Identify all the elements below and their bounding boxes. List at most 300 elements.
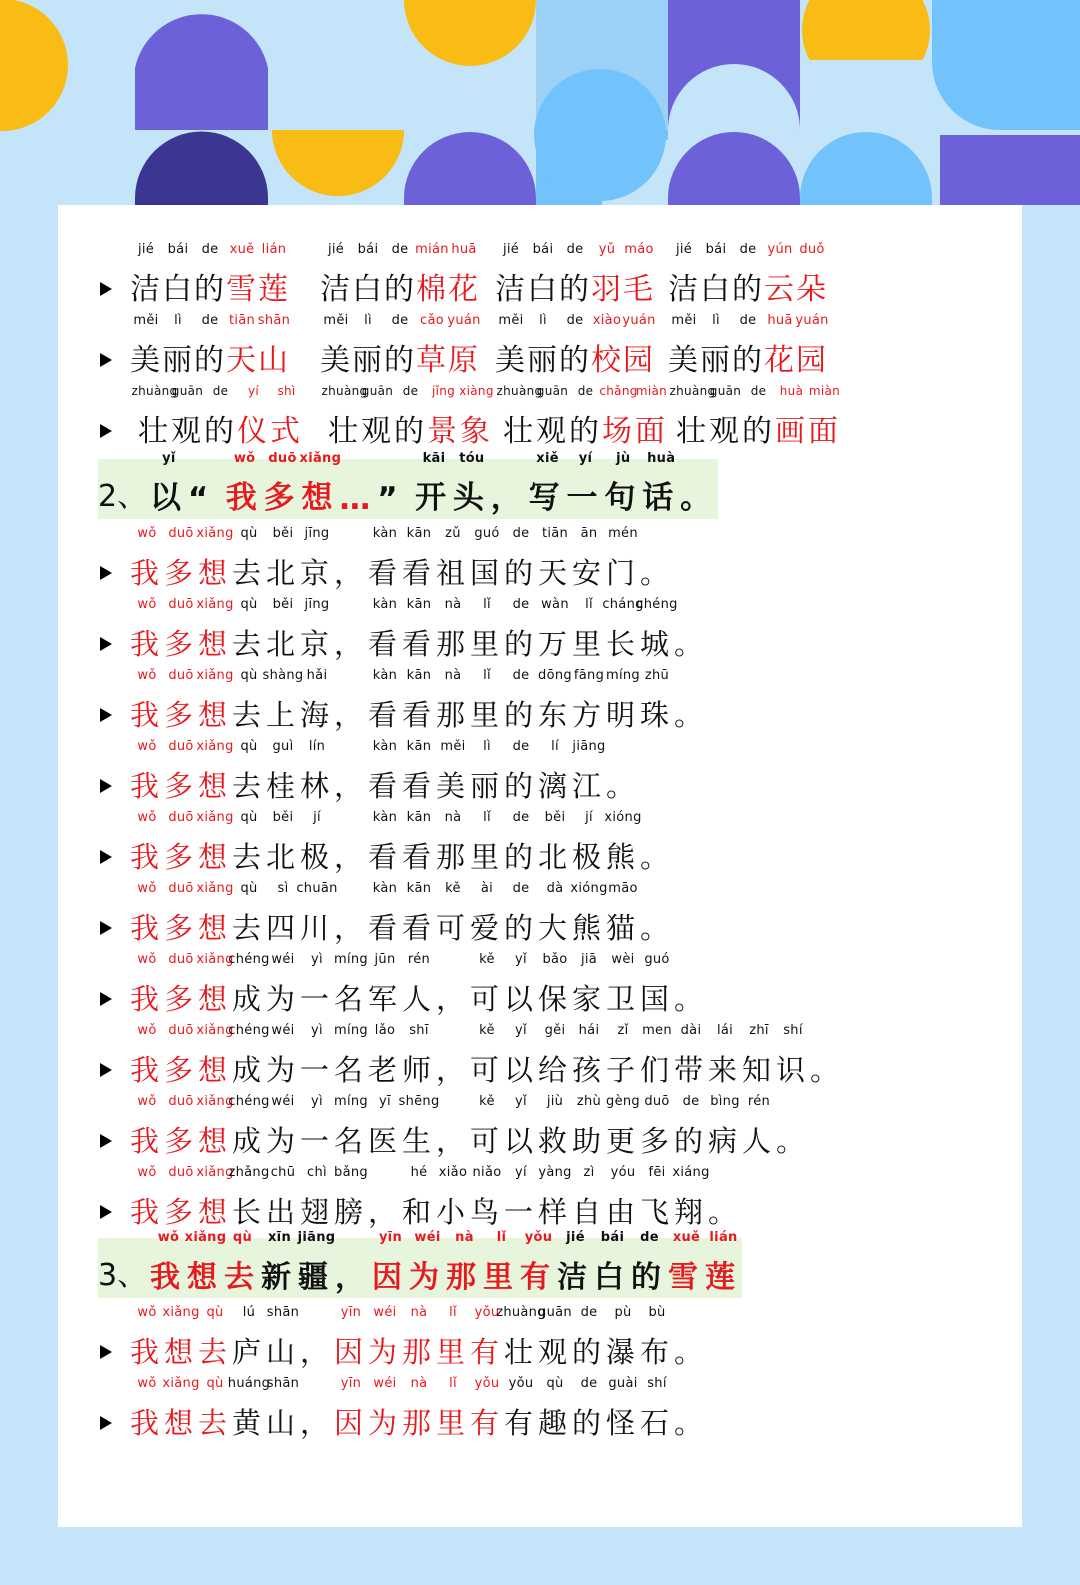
- hanzi-with-pinyin: [398, 1092, 440, 1162]
- pinyin-text: xióng: [570, 881, 608, 896]
- hanzi-with-pinyin: [300, 1163, 334, 1233]
- pinyin-text: qù: [232, 1230, 253, 1245]
- hanzi-character: 看: [402, 556, 433, 590]
- hanzi-character: 有: [504, 1406, 535, 1440]
- hanzi-with-pinyin: [368, 1092, 402, 1162]
- pinyin-text: měi: [440, 739, 466, 754]
- hanzi-with-pinyin: [198, 524, 232, 594]
- pinyin-text: xiǎng: [196, 1094, 234, 1109]
- hanzi-with-pinyin: [335, 1228, 372, 1298]
- hanzi-character: 想: [198, 1053, 229, 1087]
- hanzi-character: 美: [436, 769, 467, 803]
- pinyin-text: kàn: [372, 810, 398, 825]
- pinyin-text: lín: [308, 739, 326, 754]
- hanzi-with-pinyin: [402, 1021, 436, 1091]
- hanzi-with-pinyin: [226, 449, 264, 519]
- pinyin-text: tiān: [541, 526, 569, 541]
- hanzi-character: 我: [130, 1335, 161, 1369]
- hanzi-with-pinyin: [409, 1228, 446, 1298]
- hanzi-with-pinyin: [130, 1303, 164, 1373]
- pinyin-text: kě: [445, 881, 461, 896]
- pinyin-text: yuán: [795, 313, 829, 328]
- hanzi-with-pinyin: [402, 595, 436, 665]
- hanzi-with-pinyin: [606, 1163, 640, 1233]
- hanzi-character: ”: [377, 481, 399, 517]
- sentence-row: [58, 524, 1022, 594]
- hanzi-with-pinyin: [504, 666, 538, 736]
- pinyin-text: yǐ: [515, 1094, 527, 1109]
- pinyin-text: běi: [272, 810, 294, 825]
- pinyin-text: yǒu: [474, 1305, 500, 1320]
- hanzi-character: 多: [164, 982, 195, 1016]
- pinyin-text: zhuàng: [669, 384, 716, 398]
- hanzi-with-pinyin: [266, 1021, 300, 1091]
- hanzi-with-pinyin: [130, 1163, 164, 1233]
- hanzi-with-pinyin: [377, 449, 415, 519]
- hanzi-character: 明: [606, 698, 637, 732]
- hanzi-character: 丽: [527, 343, 558, 378]
- pinyin-text: xiě: [536, 451, 559, 466]
- hanzi-character: 头: [452, 480, 485, 516]
- hanzi-character: 看: [402, 698, 433, 732]
- pinyin-text: kān: [406, 597, 432, 612]
- pinyin-text: xiǎng: [299, 451, 342, 466]
- hanzi-character: ，: [334, 556, 365, 590]
- hanzi-character: 。: [680, 480, 713, 516]
- hanzi-with-pinyin: [674, 666, 708, 736]
- hanzi-with-pinyin: [604, 449, 642, 519]
- pinyin-text: kàn: [372, 526, 398, 541]
- hanzi-character: 美: [320, 343, 351, 378]
- pinyin-text: jǐng: [431, 384, 456, 398]
- heading-number: 3、: [98, 1258, 148, 1293]
- hanzi-character: 疆: [298, 1260, 329, 1295]
- hanzi-character: 我: [130, 627, 161, 661]
- hanzi-character: 国: [470, 556, 501, 590]
- sentence-row: [58, 950, 1022, 1020]
- hanzi-character: 的: [384, 272, 415, 307]
- hanzi-with-pinyin: [232, 595, 266, 665]
- pinyin-text: de: [212, 384, 229, 398]
- pinyin-text: chuān: [296, 881, 338, 896]
- pinyin-text: yì: [311, 1094, 323, 1109]
- pinyin-text: de: [682, 1094, 700, 1109]
- hanzi-character: 长: [606, 627, 637, 661]
- hanzi-character: 壮: [504, 1335, 535, 1369]
- hanzi-character: 白: [594, 1260, 625, 1295]
- hanzi-with-pinyin: [150, 449, 188, 519]
- hanzi-character: 山: [258, 343, 289, 378]
- section-heading-3: [98, 1230, 742, 1298]
- hanzi-with-pinyin: [164, 524, 198, 594]
- hanzi-character: 出: [266, 1195, 297, 1229]
- hanzi-with-pinyin: [700, 240, 732, 310]
- pinyin-text: měi: [323, 313, 349, 328]
- hanzi-with-pinyin: [334, 1163, 368, 1233]
- hanzi-with-pinyin: [266, 737, 300, 807]
- hanzi-character: 。: [674, 1335, 705, 1369]
- pinyin-text: guó: [644, 952, 670, 967]
- hanzi-with-pinyin: [130, 950, 164, 1020]
- hanzi-with-pinyin: [415, 449, 453, 519]
- hanzi-character: 看: [402, 627, 433, 661]
- hanzi-character: 的: [504, 769, 535, 803]
- pinyin-text: wǒ: [137, 526, 157, 541]
- pinyin-text: xiǎng: [196, 1023, 234, 1038]
- pinyin-text: duō: [168, 1094, 194, 1109]
- hanzi-character: 想: [198, 698, 229, 732]
- pinyin-text: wéi: [373, 1305, 397, 1320]
- hanzi-character: 原: [448, 343, 479, 378]
- hanzi-character: 去: [232, 627, 263, 661]
- hanzi-with-pinyin: [640, 1374, 674, 1444]
- hanzi-character: 那: [436, 698, 467, 732]
- hanzi-with-pinyin: [436, 950, 470, 1020]
- pinyin-text: jié: [566, 1230, 585, 1245]
- hanzi-character: 极: [300, 840, 331, 874]
- hanzi-with-pinyin: [130, 737, 164, 807]
- hanzi-with-pinyin: [602, 595, 644, 665]
- pinyin-text: de: [566, 313, 584, 328]
- hanzi-with-pinyin: [232, 1303, 266, 1373]
- pinyin-text: kàn: [372, 597, 398, 612]
- hanzi-character: 我: [130, 1124, 161, 1158]
- hanzi-with-pinyin: [567, 449, 605, 519]
- hanzi-with-pinyin: [674, 1374, 708, 1444]
- hanzi-character: 成: [232, 982, 263, 1016]
- hanzi-character: 棉: [416, 272, 447, 307]
- hanzi-character: 想: [198, 556, 229, 590]
- hanzi-with-pinyin: [266, 524, 300, 594]
- pinyin-text: zhuàng: [321, 384, 368, 398]
- hanzi-character: 鸟: [470, 1195, 501, 1229]
- hanzi-character: 的: [504, 911, 535, 945]
- hanzi-character: 的: [384, 343, 415, 378]
- pinyin-text: zǔ: [445, 526, 461, 541]
- hanzi-character: ，: [334, 769, 365, 803]
- hanzi-with-pinyin: [470, 1163, 504, 1233]
- sentence-row: [58, 666, 1022, 736]
- hanzi-character: 那: [402, 1335, 433, 1369]
- hanzi-character: 去: [232, 698, 263, 732]
- hanzi-character: 壮: [138, 414, 169, 449]
- hanzi-character: 珠: [640, 698, 671, 732]
- hanzi-with-pinyin: [130, 879, 164, 949]
- hanzi-character: 可: [470, 1124, 501, 1158]
- hanzi-character: 的: [674, 1124, 705, 1158]
- hanzi-character: 我: [130, 1195, 161, 1229]
- hanzi-with-pinyin: [642, 449, 680, 519]
- hanzi-with-pinyin: [640, 1092, 674, 1162]
- hanzi-character: 我: [130, 1053, 161, 1087]
- hanzi-character: 那: [446, 1260, 477, 1295]
- hanzi-with-pinyin: [402, 879, 436, 949]
- pinyin-text: gěi: [544, 1023, 566, 1038]
- hanzi-with-pinyin: [130, 595, 164, 665]
- pinyin-text: rén: [407, 952, 431, 967]
- pinyin-text: jié: [327, 242, 345, 257]
- hanzi-character: 门: [606, 556, 637, 590]
- hanzi-with-pinyin: [732, 311, 764, 381]
- hanzi-with-pinyin: [402, 1374, 436, 1444]
- hanzi-character: “: [187, 481, 210, 517]
- pinyin-text: zǐ: [617, 1023, 629, 1038]
- pinyin-text: lí: [551, 739, 559, 754]
- hanzi-character: ，: [334, 840, 365, 874]
- pinyin-text: xiǎo: [438, 1165, 468, 1180]
- hanzi-with-pinyin: [232, 524, 266, 594]
- pinyin-text: lì: [364, 313, 372, 328]
- hanzi-character: 更: [606, 1124, 637, 1158]
- pinyin-text: bǎo: [542, 952, 568, 967]
- hanzi-with-pinyin: [572, 879, 606, 949]
- hanzi-with-pinyin: [232, 737, 266, 807]
- hanzi-character: 园: [623, 343, 654, 378]
- hanzi-character: 仪: [237, 414, 268, 449]
- hanzi-with-pinyin: [198, 1021, 232, 1091]
- pinyin-text: wǒ: [137, 668, 157, 683]
- hanzi-character: ，: [436, 1124, 467, 1158]
- hanzi-character: 的: [504, 556, 535, 590]
- pinyin-text: lǐ: [483, 668, 491, 683]
- hanzi-character: 莲: [705, 1260, 736, 1295]
- pinyin-text: chǎng: [599, 384, 638, 398]
- pinyin-text: yàng: [538, 1165, 572, 1180]
- hanzi-character: 和: [402, 1195, 433, 1229]
- hanzi-character: 的: [559, 343, 590, 378]
- pinyin-text: de: [566, 242, 584, 257]
- hanzi-character: 开: [415, 480, 448, 516]
- pinyin-text: qù: [240, 881, 258, 896]
- hanzi-with-pinyin: [266, 1303, 300, 1373]
- hanzi-character: 瀑: [606, 1335, 637, 1369]
- pinyin-text: duō: [168, 1165, 194, 1180]
- hanzi-with-pinyin: [164, 1303, 198, 1373]
- pinyin-text: jù: [616, 451, 631, 466]
- pinyin-text: de: [512, 597, 530, 612]
- hanzi-character: 趣: [538, 1406, 569, 1440]
- hanzi-character: 看: [368, 698, 399, 732]
- sentence-row: [58, 808, 1022, 878]
- pinyin-text: lái: [716, 1023, 734, 1038]
- pinyin-text: duǒ: [799, 242, 825, 257]
- hanzi-with-pinyin: [504, 950, 538, 1020]
- pinyin-text: huáng: [227, 1376, 271, 1391]
- hanzi-character: 去: [198, 1406, 229, 1440]
- hanzi-character: 园: [796, 343, 827, 378]
- hanzi-character: 。: [640, 911, 671, 945]
- hanzi-with-pinyin: [436, 1374, 470, 1444]
- sentence-row: [58, 595, 1022, 665]
- hanzi-with-pinyin: [453, 449, 491, 519]
- pinyin-text: yì: [311, 1023, 323, 1038]
- hanzi-character: 那: [402, 1406, 433, 1440]
- hanzi-with-pinyin: [808, 382, 841, 452]
- hanzi-character: 有: [470, 1406, 501, 1440]
- hanzi-with-pinyin: [368, 524, 402, 594]
- sentence-row: [58, 1163, 1022, 1233]
- hanzi-character: 想: [198, 1124, 229, 1158]
- pinyin-text: jiāng: [297, 1230, 336, 1245]
- hanzi-character: 。: [708, 1195, 739, 1229]
- pinyin-text: sì: [277, 881, 289, 896]
- hanzi-character: 多: [164, 911, 195, 945]
- pinyin-text: lǐ: [483, 597, 491, 612]
- pinyin-text: jīng: [304, 597, 330, 612]
- hanzi-character: 卫: [606, 982, 637, 1016]
- hanzi-character: ，: [334, 911, 365, 945]
- hanzi-with-pinyin: [668, 1228, 705, 1298]
- hanzi-with-pinyin: [228, 950, 270, 1020]
- hanzi-character: 一: [300, 1124, 331, 1158]
- pinyin-text: ài: [480, 881, 494, 896]
- hanzi-character: 北: [266, 556, 297, 590]
- pinyin-text: wàn: [541, 597, 569, 612]
- hanzi-with-pinyin: [224, 1228, 261, 1298]
- hanzi-character: 川: [300, 911, 331, 945]
- hanzi-character: 天: [226, 343, 257, 378]
- pinyin-text: hé: [410, 1165, 428, 1180]
- pinyin-text: de: [512, 739, 530, 754]
- pinyin-text: lì: [174, 313, 182, 328]
- hanzi-with-pinyin: [538, 1021, 572, 1091]
- hanzi-with-pinyin: [368, 879, 402, 949]
- pinyin-text: yǔ: [598, 242, 616, 257]
- hanzi-with-pinyin: [266, 808, 300, 878]
- hanzi-character: 的: [559, 272, 590, 307]
- hanzi-character: 校: [591, 343, 622, 378]
- hanzi-with-pinyin: [368, 808, 402, 878]
- hanzi-character: 我: [130, 840, 161, 874]
- hanzi-with-pinyin: [402, 808, 436, 878]
- pinyin-text: mén: [608, 526, 638, 541]
- hanzi-with-pinyin: [572, 1303, 606, 1373]
- hanzi-character: 多: [164, 627, 195, 661]
- hanzi-with-pinyin: [775, 382, 808, 452]
- sentence-row: [58, 1374, 1022, 1444]
- pinyin-text: wéi: [271, 952, 295, 967]
- pinyin-text: fāng: [573, 668, 605, 683]
- bullet-triangle-icon: [100, 779, 112, 793]
- hanzi-character: 看: [368, 627, 399, 661]
- hanzi-character: 膀: [334, 1195, 365, 1229]
- hanzi-character: 里: [572, 627, 603, 661]
- hanzi-character: 师: [402, 1053, 433, 1087]
- hanzi-with-pinyin: [764, 311, 796, 381]
- hanzi-with-pinyin: [674, 595, 708, 665]
- hanzi-character: 想: [301, 480, 334, 516]
- hanzi-character: 。: [810, 1053, 841, 1087]
- heading-number: 2、: [98, 479, 148, 514]
- hanzi-with-pinyin: [572, 1163, 606, 1233]
- hanzi-character: 场: [602, 414, 633, 449]
- hanzi-with-pinyin: [572, 524, 606, 594]
- hanzi-with-pinyin: [402, 1303, 436, 1373]
- hanzi-character: 名: [334, 1124, 365, 1158]
- hanzi-with-pinyin: [504, 879, 538, 949]
- hanzi-with-pinyin: [538, 1374, 572, 1444]
- hanzi-with-pinyin: [300, 1374, 334, 1444]
- pinyin-text: míng: [606, 668, 640, 683]
- hanzi-with-pinyin: [538, 808, 572, 878]
- hanzi-with-pinyin: [606, 879, 640, 949]
- hanzi-with-pinyin: [606, 666, 640, 736]
- hanzi-character: 画: [775, 414, 806, 449]
- hanzi-with-pinyin: [334, 524, 368, 594]
- pinyin-text: hǎi: [306, 668, 328, 683]
- hanzi-character: 保: [538, 982, 569, 1016]
- hanzi-with-pinyin: [198, 666, 232, 736]
- pinyin-text: zhū: [644, 668, 670, 683]
- pinyin-text: měi: [671, 313, 697, 328]
- hanzi-character: 京: [300, 556, 331, 590]
- hanzi-with-pinyin: [483, 1228, 520, 1298]
- pinyin-text: lǐ: [449, 1376, 457, 1391]
- pinyin-text: wǒ: [137, 739, 157, 754]
- hanzi-character: 朵: [796, 272, 827, 307]
- hanzi-character: 家: [572, 982, 603, 1016]
- hanzi-with-pinyin: [796, 240, 828, 310]
- hanzi-with-pinyin: [742, 1021, 776, 1091]
- pinyin-text: lǐ: [449, 1305, 457, 1320]
- hanzi-with-pinyin: [266, 595, 300, 665]
- hanzi-with-pinyin: [606, 524, 640, 594]
- pinyin-text: měi: [498, 313, 524, 328]
- hanzi-character: 孩: [572, 1053, 603, 1087]
- pinyin-text: guān: [538, 1305, 572, 1320]
- hanzi-character: …: [339, 481, 372, 517]
- hanzi-with-pinyin: [640, 1021, 674, 1091]
- hanzi-character: 想: [164, 1335, 195, 1369]
- hanzi-character: 我: [225, 480, 258, 516]
- pinyin-text: duō: [268, 451, 297, 466]
- hanzi-character: 带: [674, 1053, 705, 1087]
- hanzi-with-pinyin: [504, 1374, 538, 1444]
- pinyin-text: jié: [137, 242, 155, 257]
- hanzi-character: 的: [732, 343, 763, 378]
- pinyin-text: lián: [261, 242, 287, 257]
- hanzi-character: 白: [700, 272, 731, 307]
- hanzi-character: 去: [198, 1335, 229, 1369]
- pinyin-text: duō: [168, 952, 194, 967]
- hanzi-character: 羽: [591, 272, 622, 307]
- pinyin-text: zhī: [749, 1023, 769, 1038]
- pinyin-text: wǒ: [137, 1023, 157, 1038]
- hanzi-with-pinyin: [796, 311, 828, 381]
- pinyin-text: xióng: [604, 810, 642, 825]
- hanzi-character: 军: [368, 982, 399, 1016]
- hanzi-character: 洁: [668, 272, 699, 307]
- hanzi-with-pinyin: [764, 240, 796, 310]
- hanzi-character: 里: [470, 627, 501, 661]
- pinyin-text: jié: [675, 242, 693, 257]
- pinyin-text: zhù: [576, 1094, 602, 1109]
- hanzi-character: 多: [164, 840, 195, 874]
- pinyin-text: māo: [608, 881, 638, 896]
- pinyin-text: lì: [483, 739, 491, 754]
- hanzi-with-pinyin: [228, 1021, 270, 1091]
- hanzi-character: 样: [538, 1195, 569, 1229]
- hanzi-with-pinyin: [606, 1092, 640, 1162]
- pinyin-text: zhuàng: [496, 1305, 546, 1320]
- hanzi-character: 以: [504, 1124, 535, 1158]
- pinyin-text: xiǎng: [196, 526, 234, 541]
- pinyin-text: míng: [334, 1023, 368, 1038]
- hanzi-with-pinyin: [130, 1021, 164, 1091]
- pinyin-text: wéi: [373, 1376, 397, 1391]
- pinyin-text: wǒ: [233, 451, 256, 466]
- pinyin-text: dài: [680, 1023, 702, 1038]
